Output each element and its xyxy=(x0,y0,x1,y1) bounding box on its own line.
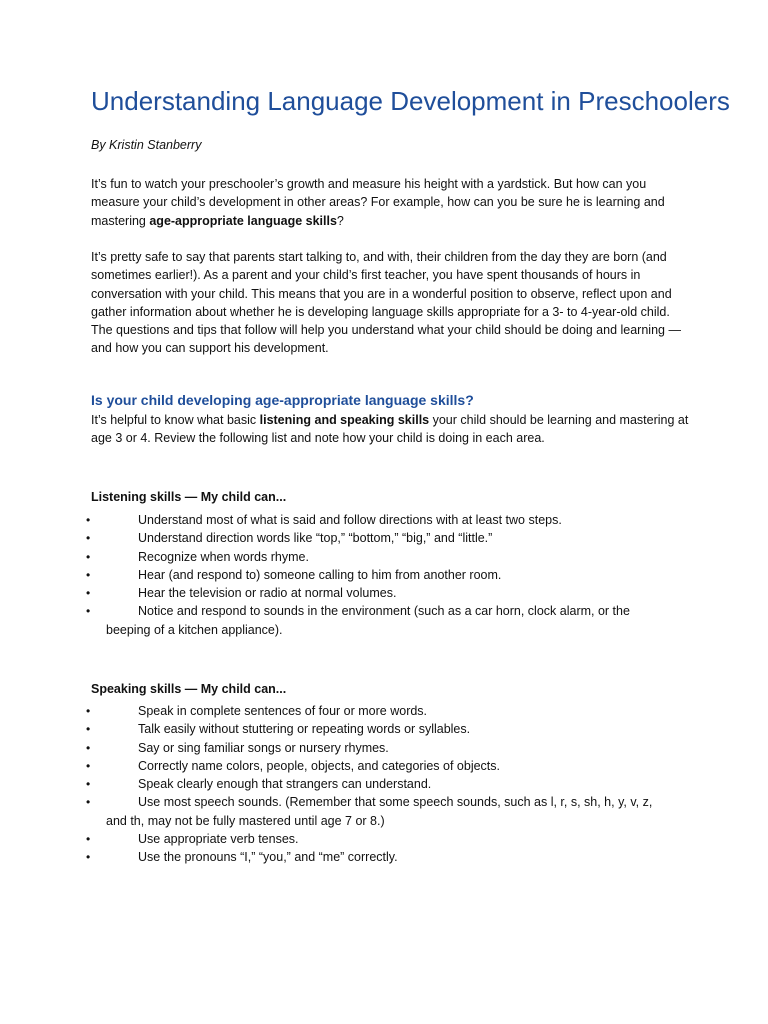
bullet-icon: • xyxy=(86,740,91,755)
intro-end: ? xyxy=(336,213,344,228)
list-item-text: Understand most of what is said and follow directions with at least two steps. xyxy=(138,513,562,527)
list-item xyxy=(0,830,678,848)
list-item xyxy=(0,793,678,830)
intro-bold-phrase: age-appropriate language skills xyxy=(149,213,337,228)
list-item-text: Use most speech sounds. (Remember that some speech sounds, such as l, r, s, sh, h, y, v, z, xyxy=(138,795,653,810)
byline: By Kristin Stanberry xyxy=(91,138,202,152)
list-item-continuation: beeping of a kitchen appliance). xyxy=(106,622,283,637)
list-item xyxy=(0,566,678,584)
section-end: your child should be learning and mastering at age 3 or 4. Review the following list and note how your child is doing in each area. xyxy=(91,413,689,446)
listening-list xyxy=(0,511,700,639)
list-item-text: Say or sing familiar songs or nursery rhymes. xyxy=(138,740,389,755)
list-item-text: Speak in complete sentences of four or more words. xyxy=(138,704,428,718)
list-item xyxy=(0,602,678,639)
speaking-list xyxy=(0,702,700,867)
bullet-icon: • xyxy=(86,704,91,718)
list-item-text: Understand direction words like “top,” “bottom,” “big,” and “little.” xyxy=(138,531,493,546)
list-item xyxy=(0,529,678,547)
listening-heading: Listening skills — My child can... xyxy=(91,490,287,504)
list-item-text: Use the pronouns “I,” “you,” and “me” correctly. xyxy=(138,850,398,865)
intro-paragraph-1 xyxy=(91,175,691,230)
bullet-icon: • xyxy=(86,604,91,619)
list-item-text: Notice and respond to sounds in the environment (such as a car horn, clock alarm, or the xyxy=(138,604,630,619)
list-item-continuation: and th, may not be fully mastered until age 7 or 8.) xyxy=(106,813,385,828)
list-item xyxy=(0,848,678,866)
bullet-icon: • xyxy=(86,777,91,792)
list-item xyxy=(0,511,678,529)
list-item xyxy=(0,584,678,602)
section-paragraph xyxy=(91,411,691,448)
list-item-text: Speak clearly enough that strangers can understand. xyxy=(138,777,432,792)
bullet-icon: • xyxy=(86,567,91,582)
list-item xyxy=(0,702,678,720)
bullet-icon: • xyxy=(86,722,91,737)
bullet-icon: • xyxy=(86,832,91,847)
section-bold-phrase: listening and speaking skills xyxy=(259,413,430,427)
page-title: Understanding Language Development in Preschoolers xyxy=(91,86,730,116)
list-item xyxy=(0,757,678,775)
list-item xyxy=(0,548,678,566)
list-item xyxy=(0,720,678,738)
list-item-text: Talk easily without stuttering or repeating words or syllables. xyxy=(138,722,471,737)
intro-text: It’s fun to watch your preschooler’s growth and measure his height with a yardstick. But how can you measure your child’s development in other areas? For example, how can you be sure he is learning and mastering xyxy=(91,177,665,228)
list-item-text: Correctly name colors, people, objects, and categories of objects. xyxy=(138,758,500,773)
list-item-text: Hear (and respond to) someone calling to him from another room. xyxy=(138,567,502,582)
bullet-icon: • xyxy=(86,531,91,546)
bullet-icon: • xyxy=(86,758,91,773)
list-item-text: Hear the television or radio at normal volumes. xyxy=(138,586,397,601)
bullet-icon: • xyxy=(86,850,91,865)
list-item xyxy=(0,775,678,793)
bullet-icon: • xyxy=(86,513,91,527)
list-item-text: Use appropriate verb tenses. xyxy=(138,832,299,847)
bullet-icon: • xyxy=(86,549,91,564)
bullet-icon: • xyxy=(86,586,91,601)
bullet-icon: • xyxy=(86,795,91,810)
speaking-heading: Speaking skills — My child can... xyxy=(91,682,287,696)
list-item-text: Recognize when words rhyme. xyxy=(138,549,309,564)
section-text: It’s helpful to know what basic xyxy=(91,413,260,427)
section-heading: Is your child developing age-appropriate language skills? xyxy=(91,392,474,408)
intro-paragraph-2: It’s pretty safe to say that parents start talking to, and with, their children from the day they are born (and sometimes earlier!). As a parent and your child’s first teacher, you have spent thousands of hours in conversation with your child. This means that you are in a wonderful position to observe, reflect upon and gather information about whether he is developing language skills appropriate for a 3- to 4-year-old child. The questions and tips that follow will help you understand what your child should be doing and learning —and how you can support his development. xyxy=(91,250,681,356)
list-item xyxy=(0,739,678,757)
